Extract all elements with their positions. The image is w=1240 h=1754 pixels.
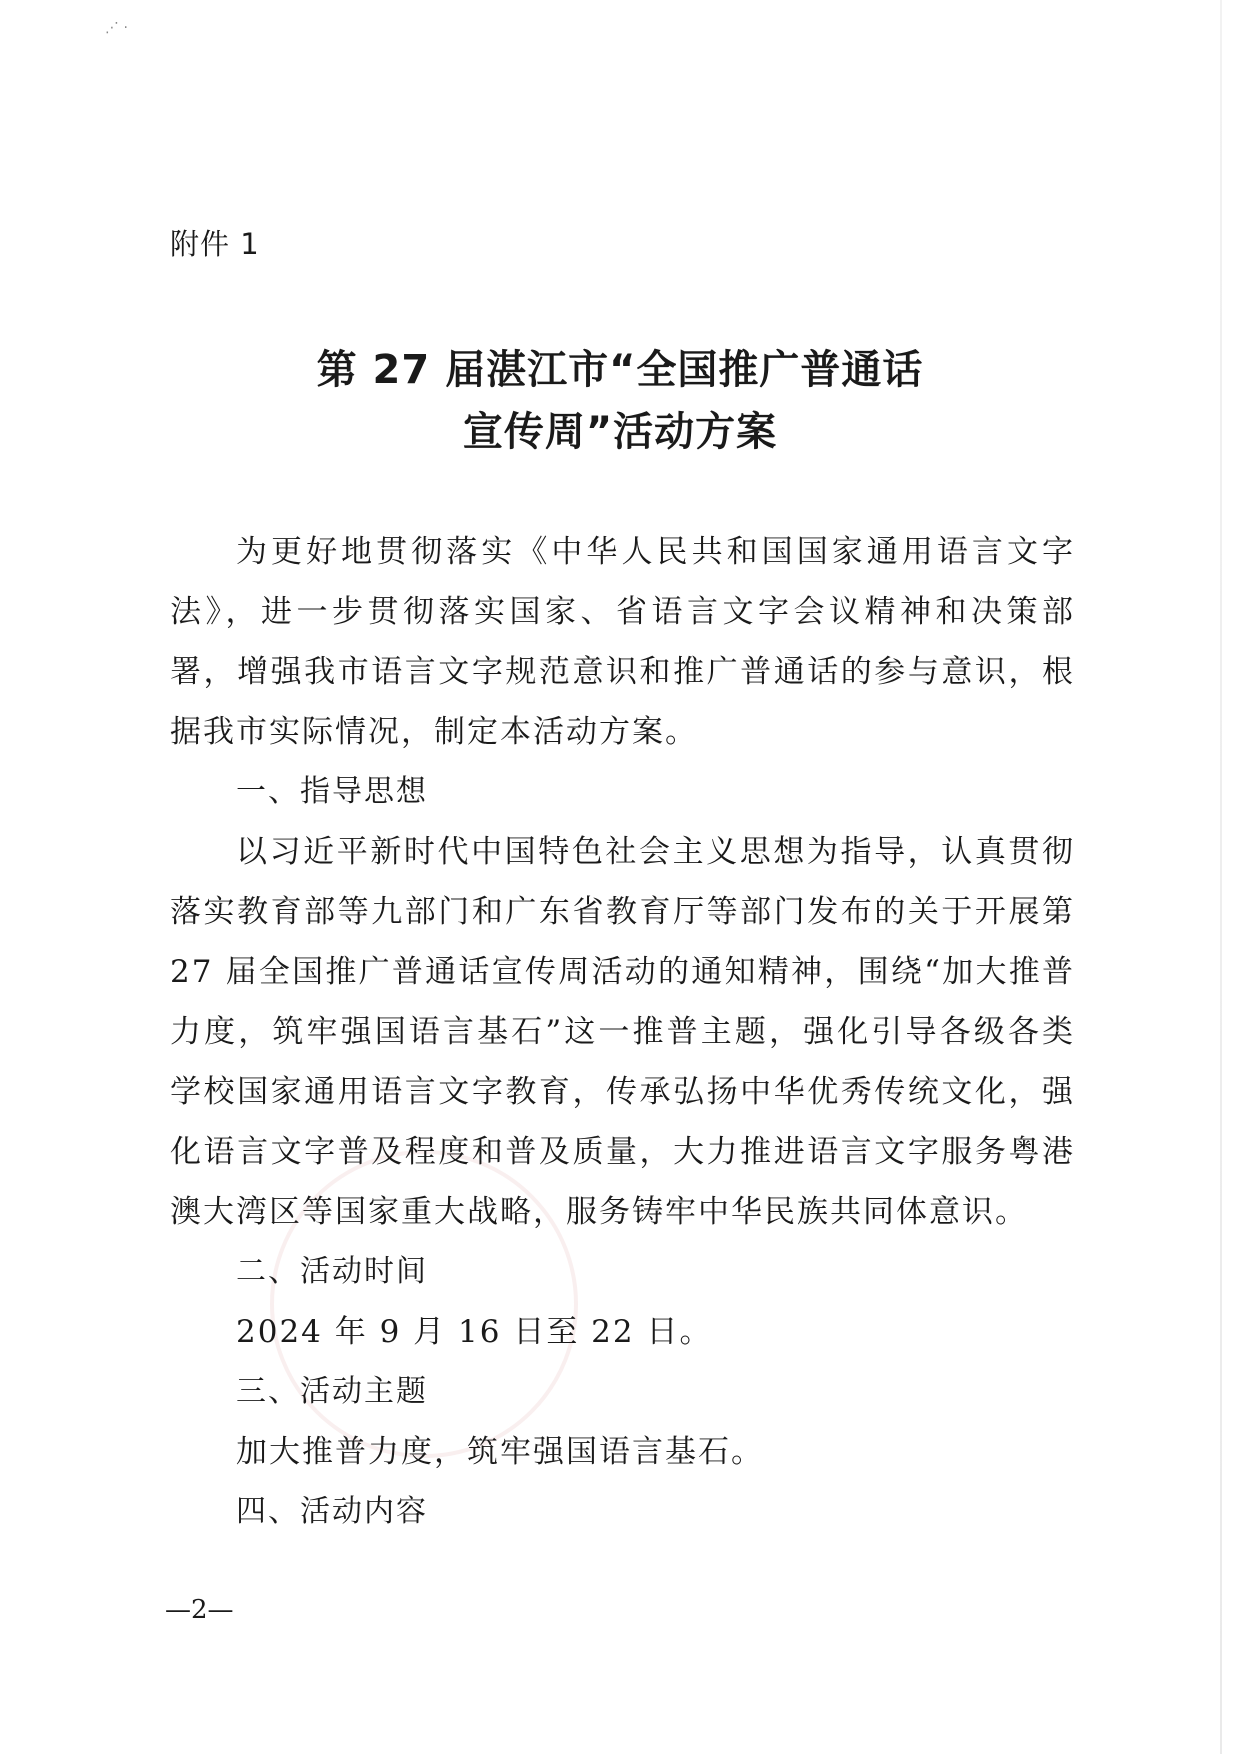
- section-text-activity-theme: 加大推普力度，筑牢强国语言基石。: [236, 1434, 764, 1470]
- section-heading-activity-theme: 三、活动主题: [236, 1374, 428, 1409]
- intro-paragraph: 为更好地贯彻落实《中华人民共和国国家通用语言文字法》，进一步贯彻落实国家、省语言文字会议精神和决策部署，增强我市语言文字规范意识和推广普通话的参与意识，根据我市实际情况，制定本活动方案。: [170, 534, 1075, 750]
- scan-edge: [1220, 0, 1222, 1754]
- scan-speck: ⋰ ·: [105, 20, 128, 36]
- section-heading-activity-content: 四、活动内容: [236, 1494, 428, 1529]
- document-title-line-1: 第 27 届湛江市“全国推广普通话: [316, 347, 924, 393]
- document-body: [170, 522, 1075, 1542]
- section-text-guiding-ideology: 以习近平新时代中国特色社会主义思想为指导，认真贯彻落实教育部等九部门和广东省教育厅等部门发布的关于开展第 27 届全国推广普通话宣传周活动的通知精神，围绕“加大推普力度，筑牢强国语言基石”这一推普主题，强化引导各级各类学校国家通用语言文字教育，传承弘扬中华优秀传统文化，强化语言文字普及程度和普及质量，大力推进语言文字服务粤港澳大湾区等国家重大战略，服务铸牢中华民族共同体意识。: [170, 834, 1075, 1230]
- section-text-activity-time: 2024 年 9 月 16 日至 22 日。: [236, 1314, 713, 1350]
- page-number: —2—: [165, 1595, 234, 1625]
- section-heading-activity-time: 二、活动时间: [236, 1254, 428, 1289]
- document-title-line-2: 宣传周”活动方案: [462, 409, 778, 455]
- section-heading-guiding-ideology: 一、指导思想: [236, 774, 428, 809]
- attachment-label: 附件 1: [170, 227, 260, 261]
